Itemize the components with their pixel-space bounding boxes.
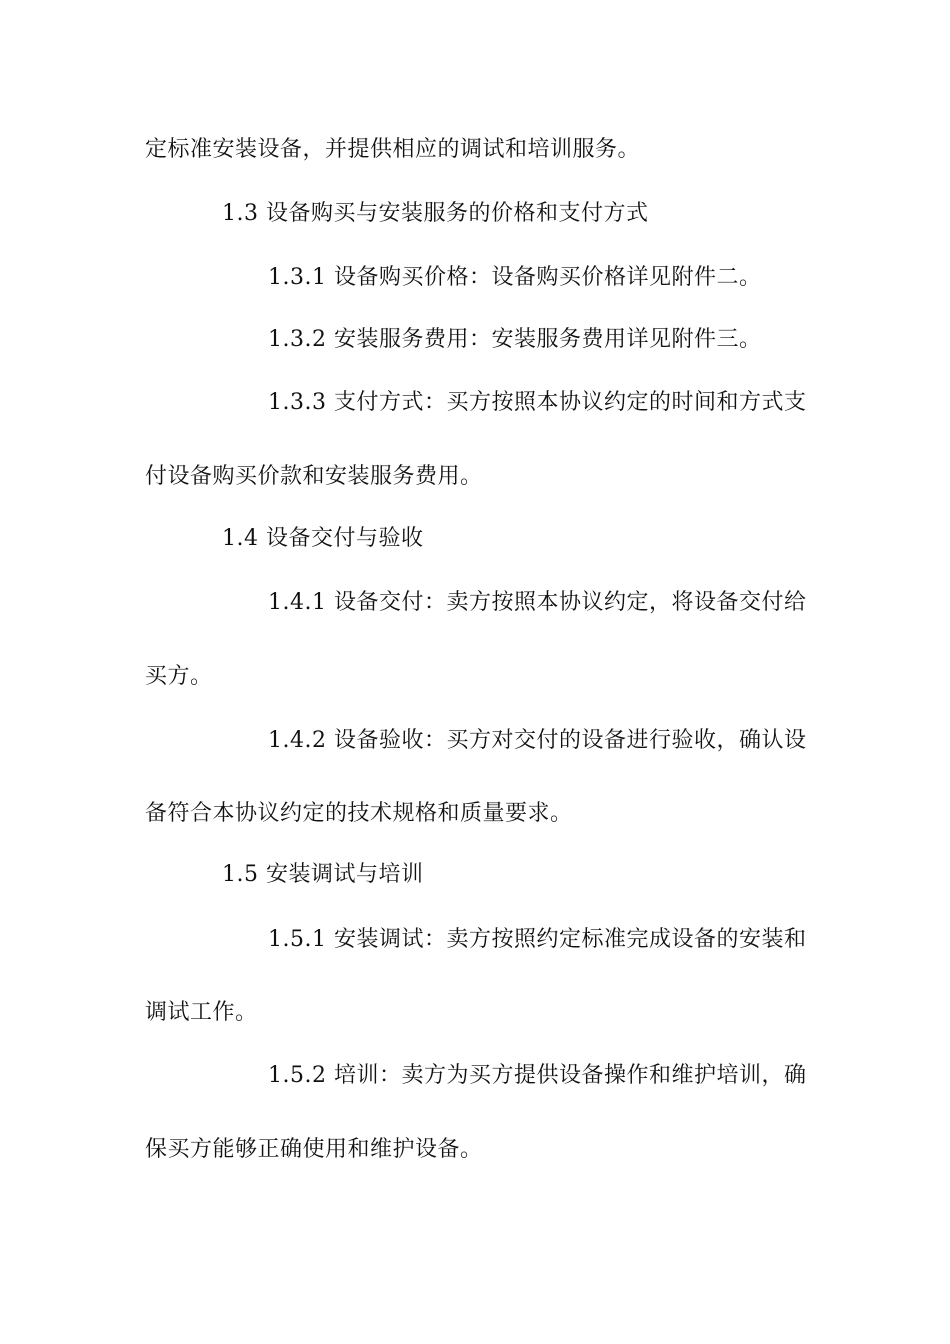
- clause-1-4-2: 1.4.2 设备验收：买方对交付的设备进行验收，确认设: [268, 728, 807, 753]
- clause-1-3-3: 1.3.3 支付方式：买方按照本协议约定的时间和方式支: [268, 390, 807, 415]
- section-heading-1-5: 1.5 安装调试与培训: [222, 862, 424, 887]
- section-heading-1-3: 1.3 设备购买与安装服务的价格和支付方式: [222, 201, 649, 226]
- clause-1-3-2: 1.3.2 安装服务费用：安装服务费用详见附件三。: [268, 327, 762, 352]
- paragraph-line: 付设备购买价款和安装服务费用。: [145, 464, 483, 489]
- section-heading-1-4: 1.4 设备交付与验收: [222, 526, 424, 551]
- paragraph-line: 调试工作。: [145, 1000, 258, 1025]
- paragraph-line: 备符合本协议约定的技术规格和质量要求。: [145, 801, 573, 826]
- clause-1-5-1: 1.5.1 安装调试：卖方按照约定标准完成设备的安装和: [268, 927, 807, 952]
- clause-1-3-1: 1.3.1 设备购买价格：设备购买价格详见附件二。: [268, 265, 762, 290]
- clause-1-5-2: 1.5.2 培训：卖方为买方提供设备操作和维护培训，确: [268, 1063, 807, 1088]
- paragraph-line: 保买方能够正确使用和维护设备。: [145, 1137, 483, 1162]
- clause-1-4-1: 1.4.1 设备交付：卖方按照本协议约定，将设备交付给: [268, 590, 807, 615]
- paragraph-line: 定标准安装设备，并提供相应的调试和培训服务。: [145, 137, 641, 162]
- paragraph-line: 买方。: [145, 664, 213, 689]
